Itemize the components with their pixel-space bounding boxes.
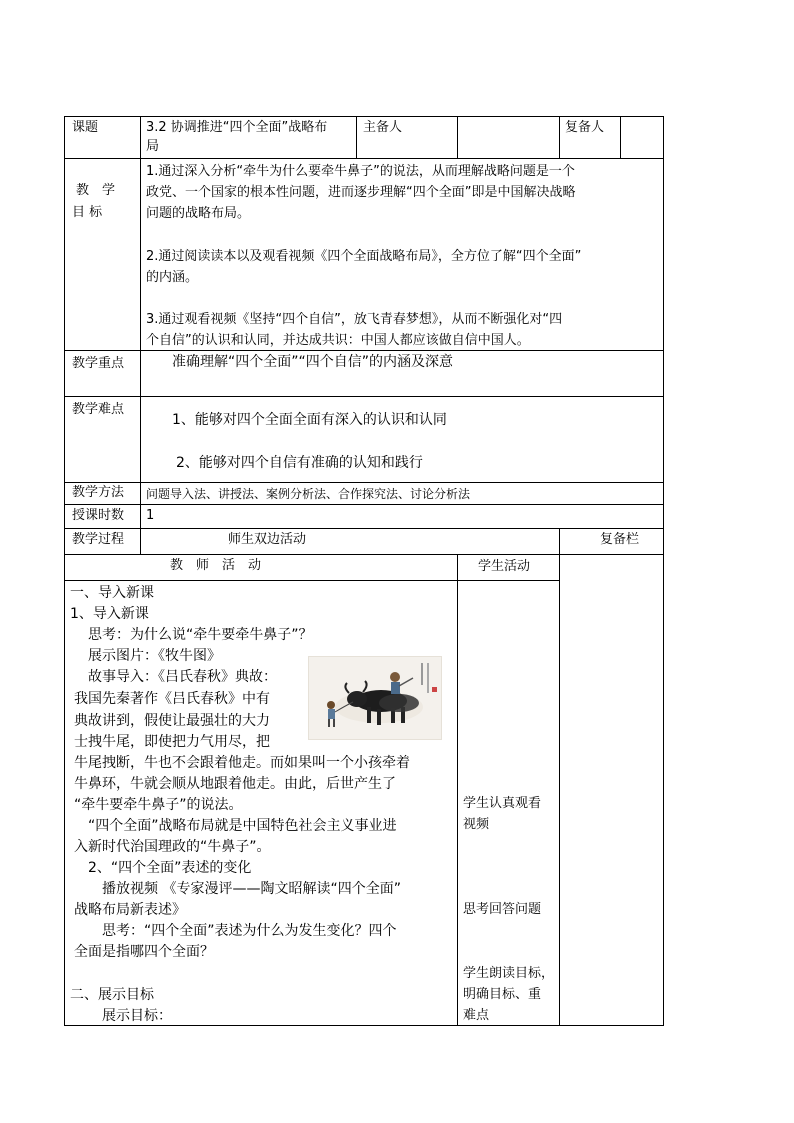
hours-label: 授课时数 <box>72 508 125 523</box>
column-divider <box>457 116 458 158</box>
teacher-line: 思考：为什么说“牵牛要牵牛鼻子”？ <box>74 627 313 643</box>
teacher-line: 1、导入新课 <box>70 606 149 622</box>
key-point-text: 准确理解“四个全面”“四个自信”的内涵及深意 <box>172 354 454 370</box>
hours-value: 1 <box>146 508 155 523</box>
teacher-line: 牛尾拽断，牛也不会跟着他走。而如果叫一个小孩牵着 <box>74 755 410 771</box>
difficulty-label: 教学难点 <box>72 402 125 417</box>
teacher-line: 战略布局新表述》 <box>74 902 186 918</box>
column-divider <box>559 116 560 158</box>
buffalo-painting-icon <box>309 657 442 740</box>
teacher-line: 一、导入新课 <box>70 585 154 601</box>
student-activity-1-line1: 学生认真观看 <box>463 796 542 811</box>
goal-1-line1: 1.通过深入分析“牵牛为什么要牵牛鼻子”的说法，从而理解战略问题是一个 <box>146 164 575 179</box>
teacher-line: 2、“四个全面”表述的变化 <box>74 860 252 876</box>
teacher-line: 二、展示目标 <box>70 987 154 1003</box>
row-divider <box>64 482 664 483</box>
teacher-activity-header: 教 师 活 动 <box>170 558 262 573</box>
topic-label: 课题 <box>72 120 99 135</box>
row-divider <box>64 396 664 397</box>
goals-label-line2: 目 标 <box>72 205 103 220</box>
goal-3-line1: 3.通过观看视频《坚持“四个自信”，放飞青春梦想》，从而不断强化对“四 <box>146 312 563 327</box>
teacher-line: 思考：“四个全面”表述为什么为发生变化？四个 <box>74 923 397 939</box>
teacher-line: 播放视频 《专家漫评——陶文昭解读“四个全面” <box>74 881 401 897</box>
preparer-label: 主备人 <box>363 120 403 135</box>
topic-title-line2: 局 <box>146 139 160 154</box>
row-divider <box>64 554 664 555</box>
teacher-line: 我国先秦著作《吕氏春秋》中有 <box>74 691 270 707</box>
student-activity-2: 思考回答问题 <box>463 902 542 917</box>
teacher-line: 展示图片：《牧牛图》 <box>74 648 221 664</box>
topic-title-line1: 3.2 协调推进“四个全面”战略布 <box>146 120 328 135</box>
teacher-line: 故事导入：《吕氏春秋》典故： <box>74 669 277 685</box>
goal-3-line2: 个自信”的认识和认同，并达成共识：中国人都应该做自信中国人。 <box>146 333 530 348</box>
teacher-line: 入新时代治国理政的“牛鼻子”。 <box>74 839 271 855</box>
teacher-line: “四个全面”战略布局就是中国特色社会主义事业进 <box>74 818 397 834</box>
herding-painting-image <box>308 656 442 740</box>
activity-header: 师生双边活动 <box>228 532 307 547</box>
row-divider <box>64 528 664 529</box>
reviewer-label: 复备人 <box>565 120 605 135</box>
teacher-line: 展示目标： <box>74 1008 172 1024</box>
student-activity-3-line3: 难点 <box>463 1008 490 1023</box>
column-divider <box>140 116 141 554</box>
goal-2-line2: 的内涵。 <box>146 270 199 285</box>
student-activity-3-line2: 明确目标、重 <box>463 987 542 1002</box>
row-divider <box>64 580 559 581</box>
teacher-line: “牵牛要牵牛鼻子”的说法。 <box>74 797 243 813</box>
key-point-label: 教学重点 <box>72 356 125 371</box>
column-divider <box>457 554 458 1026</box>
column-divider <box>356 116 357 158</box>
row-divider <box>64 158 664 159</box>
column-divider <box>559 528 560 1026</box>
student-activity-1-line2: 视频 <box>463 817 490 832</box>
review-header: 复备栏 <box>600 532 640 547</box>
goals-label-line1: 教 学 <box>76 183 116 198</box>
teacher-line: 全面是指哪四个全面？ <box>74 944 214 960</box>
student-activity-3-line1: 学生朗读目标， <box>463 966 555 981</box>
method-label: 教学方法 <box>72 485 125 500</box>
row-divider <box>64 504 664 505</box>
teacher-line: 牛鼻环，牛就会顺从地跟着他走。由此，后世产生了 <box>74 776 396 792</box>
goal-2-line1: 2.通过阅读读本以及观看视频《四个全面战略布局》，全方位了解“四个全面” <box>146 249 582 264</box>
difficulty-item-2: 2、能够对四个自信有准确的认知和践行 <box>176 455 423 471</box>
method-text: 问题导入法、讲授法、案例分析法、合作探究法、讨论分析法 <box>146 487 471 501</box>
goal-1-line2: 政党、一个国家的根本性问题，进而逐步理解“四个全面”即是中国解决战略 <box>146 185 576 200</box>
column-divider <box>620 116 621 158</box>
process-label: 教学过程 <box>72 532 125 547</box>
difficulty-item-1: 1、能够对四个全面全面有深入的认识和认同 <box>172 412 447 428</box>
teacher-line: 典故讲到，假使让最强壮的大力 <box>74 713 270 729</box>
student-activity-header: 学生活动 <box>478 559 531 574</box>
teacher-line: 士拽牛尾，即使把力气用尽，把 <box>74 734 270 750</box>
goal-1-line3: 问题的战略布局。 <box>146 206 251 221</box>
